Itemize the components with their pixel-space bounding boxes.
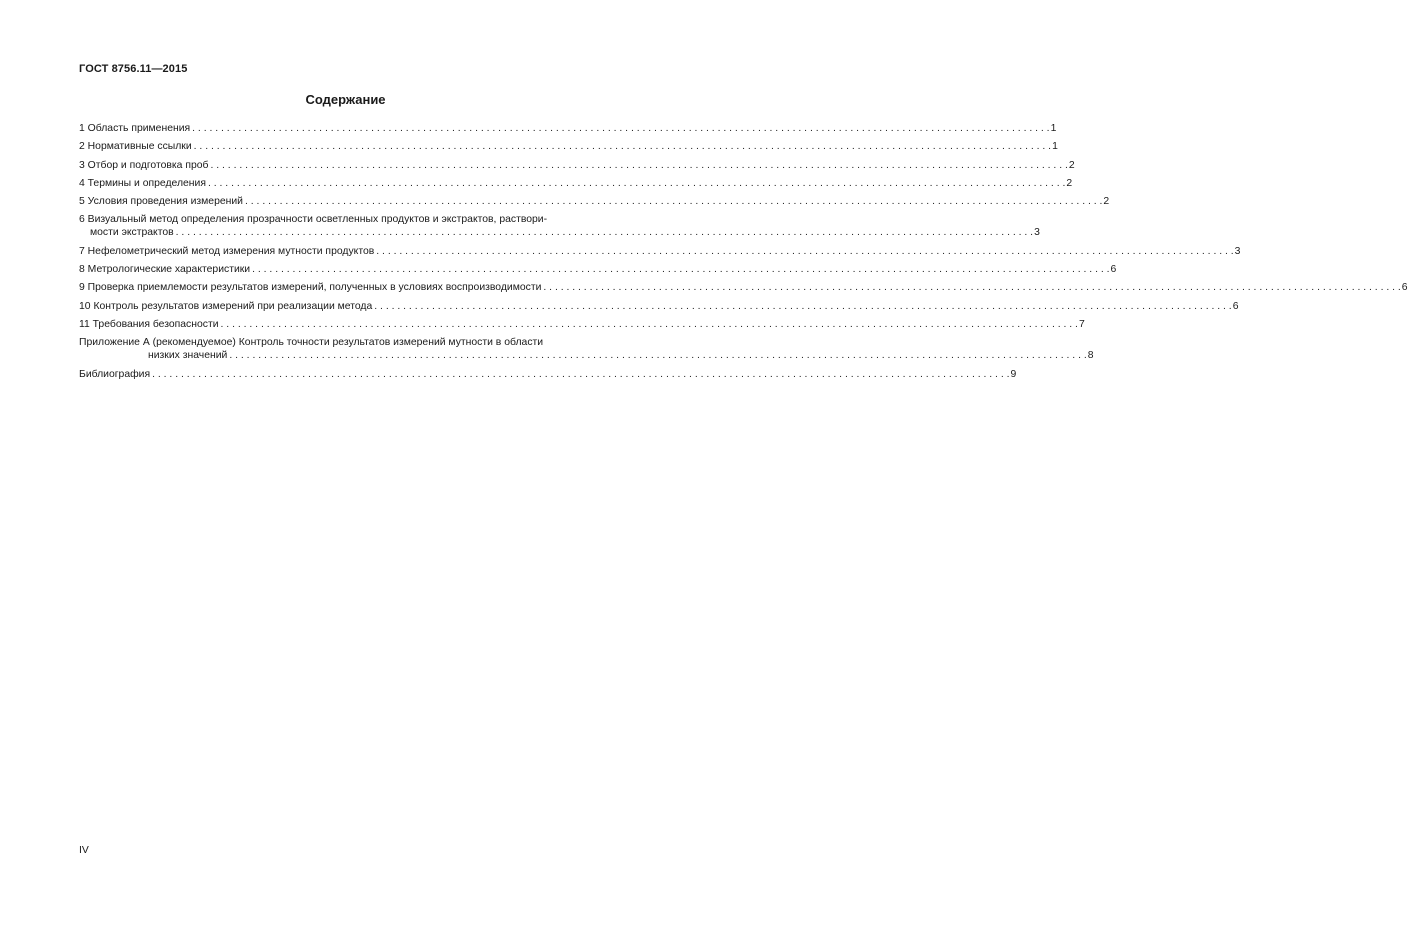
toc-leader-dots <box>245 195 1102 208</box>
toc-entry-text-line1: 6 Визуальный метод определения прозрачности осветленных продуктов и экстрактов, раствори- <box>79 214 548 226</box>
toc-leader-dots <box>208 177 1065 190</box>
toc-entry-text: 10 Контроль результатов измерений при реализации метода <box>79 300 373 312</box>
page-number-footer: IV <box>79 845 89 856</box>
toc-leader-dots <box>229 349 1086 362</box>
toc-entry-6[interactable] <box>79 213 1040 239</box>
toc-leader-dots <box>192 122 1049 135</box>
toc-page-number: 7 <box>1078 318 1085 330</box>
toc-entry-2[interactable] <box>79 140 1058 153</box>
toc-entry-5[interactable] <box>79 195 1110 208</box>
document-id: ГОСТ 8756.11—2015 <box>79 63 188 75</box>
toc-page-number: 6 <box>1232 300 1239 312</box>
toc-entry-appendix-a[interactable] <box>79 336 1094 362</box>
toc-leader-dots <box>374 300 1231 313</box>
toc-entry-text: 5 Условия проведения измерений <box>79 196 243 208</box>
toc-entry-text: 8 Метрологические характеристики <box>79 264 251 276</box>
toc-entry-text: 7 Нефелометрический метод измерения мутности продуктов <box>79 245 375 257</box>
toc-leader-dots <box>376 245 1233 258</box>
toc-entry-text: 9 Проверка приемлемости результатов измерений, полученных в условиях воспроизводимости <box>79 282 542 294</box>
toc-entry-7[interactable] <box>79 245 1241 258</box>
toc-page-number: 1 <box>1050 123 1057 134</box>
page-title: Содержание <box>305 92 386 107</box>
toc-entry-bibliography[interactable] <box>79 368 1017 381</box>
toc-entry-8[interactable] <box>79 263 1117 276</box>
toc-leader-dots <box>152 368 1009 381</box>
toc-entry-text-line1: Приложение А (рекомендуемое) Контроль точности результатов измерений мутности в области <box>79 337 544 349</box>
toc-leader-dots <box>176 226 1033 239</box>
toc-page-number: 1 <box>1052 141 1058 153</box>
toc-entry-text: 2 Нормативные ссылки <box>79 141 192 153</box>
toc-page-number: 3 <box>1034 227 1040 239</box>
toc-page-number: 2 <box>1068 159 1075 171</box>
toc-entry-4[interactable] <box>79 177 1073 190</box>
toc-entry-1[interactable] <box>79 122 1057 135</box>
toc-page-number: 8 <box>1087 350 1094 362</box>
toc-entry-text: Библиография <box>79 368 151 380</box>
toc-leader-dots <box>221 318 1078 331</box>
toc-page-number: 9 <box>1010 368 1017 380</box>
toc-entry-3[interactable] <box>79 159 1075 172</box>
toc-entry-9[interactable] <box>79 281 1408 294</box>
toc-leader-dots <box>543 281 1400 294</box>
toc-entry-text-line2: низких значений <box>148 350 228 362</box>
toc-page-number: 6 <box>1110 264 1117 276</box>
toc-leader-dots <box>210 159 1067 172</box>
toc-entry-text: 4 Термины и определения <box>79 177 206 189</box>
toc-entry-text-line2: мости экстрактов <box>90 227 174 239</box>
toc-entry-text: 11 Требования безопасности <box>79 318 219 330</box>
toc-page-number: 6 <box>1401 282 1408 294</box>
table-of-contents <box>79 122 1408 386</box>
toc-entry-text: 3 Отбор и подготовка проб <box>79 159 209 171</box>
toc-page-number: 2 <box>1066 177 1073 189</box>
toc-entry-10[interactable] <box>79 300 1239 313</box>
toc-page-number: 2 <box>1103 196 1110 208</box>
toc-entry-text: 1 Область применения <box>79 123 191 134</box>
toc-page-number: 3 <box>1234 245 1241 257</box>
toc-leader-dots <box>252 263 1109 276</box>
toc-entry-11[interactable] <box>79 318 1085 331</box>
toc-leader-dots <box>194 140 1051 153</box>
